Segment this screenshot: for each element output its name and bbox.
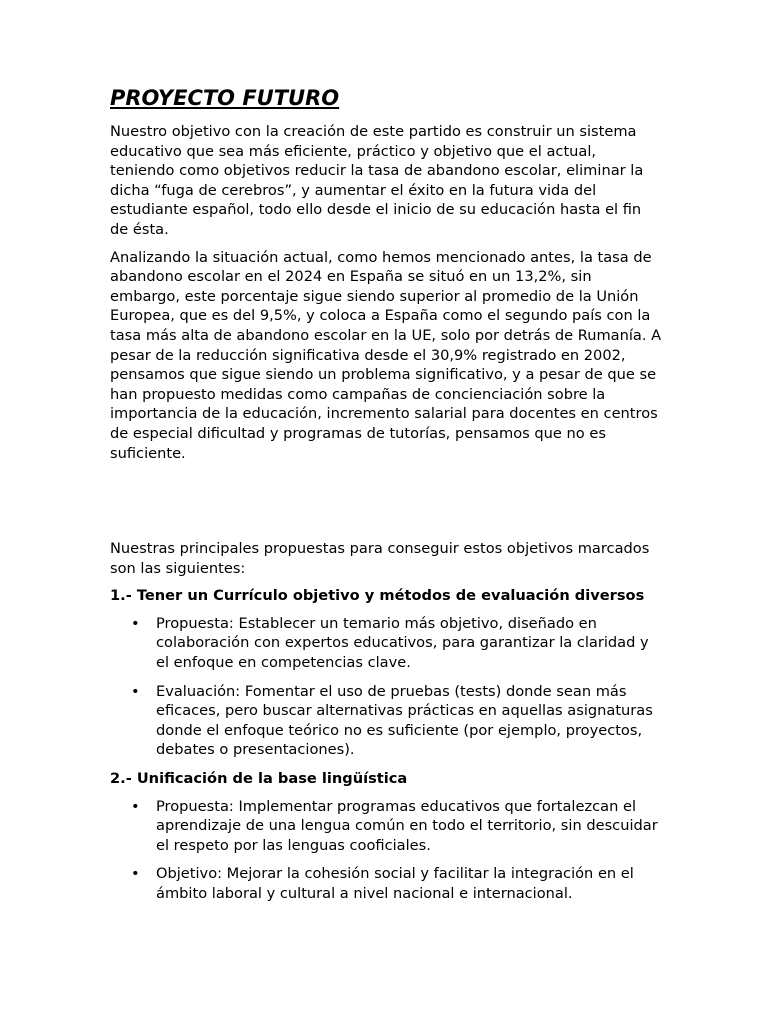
bullet-icon: •	[131, 797, 140, 815]
paragraph-proposals-intro: Nuestras principales propuestas para conseguir estos objetivos marcados son las siguientes:	[110, 540, 650, 577]
list-item	[110, 682, 662, 760]
list-item-text: Propuesta: Implementar programas educativos que fortalezcan el aprendizaje de una lengua común en todo el territorio, sin descuidar el respeto por las lenguas cooficiales.	[156, 797, 658, 854]
section-heading-language: 2.- Unificación de la base lingüística	[110, 770, 408, 788]
list-item	[110, 614, 662, 673]
paragraph-current-situation: Analizando la situación actual, como hemos mencionado antes, la tasa de abandono escolar en el 2024 en España se situó en un 13,2%, sin embargo, este porcentaje sigue siendo superior al promedio de la Unión Europea, que es del 9,5%, y coloca a España como el segundo país con la tasa más alta de abandono escolar en la UE, solo por detrás de Rumanía. A pesar de la reducción significativa desde el 30,9% registrado en 2002, pensamos que sigue siendo un problema significativo, y a pesar de que se han propuesto medidas como campañas de concienciación sobre la importancia de la educación, incremento salarial para docentes en centros de especial dificultad y programas de tutorías, pensamos que no es suficiente.	[110, 248, 662, 462]
bullet-list-curriculum	[110, 614, 662, 760]
bullet-icon: •	[131, 865, 140, 883]
document-page	[110, 84, 662, 913]
paragraph-objective: Nuestro objetivo con la creación de este partido es construir un sistema educativo que sea más eficiente, práctico y objetivo que el actual, teniendo como objetivos reducir la tasa de abandono escolar, eliminar la dicha “fuga de cerebros”, y aumentar el éxito en la futura vida del estudiante español, todo ello desde el inicio de su educación hasta el fin de ésta.	[110, 123, 644, 238]
list-item	[110, 864, 662, 903]
document-title: PROYECTO FUTURO	[110, 86, 340, 110]
bullet-icon: •	[131, 614, 140, 632]
spacer	[110, 471, 662, 539]
list-item-text: Objetivo: Mejorar la cohesión social y facilitar la integración en el ámbito laboral y cultural a nivel nacional e internacional.	[156, 865, 634, 902]
list-item-text: Propuesta: Establecer un temario más objetivo, diseñado en colaboración con expertos educativos, para garantizar la claridad y el enfoque en competencias clave.	[156, 614, 649, 672]
section-heading-curriculum: 1.- Tener un Currículo objetivo y métodos de evaluación diversos	[110, 587, 645, 605]
list-item-text: Evaluación: Fomentar el uso de pruebas (tests) donde sean más eficaces, pero buscar alternativas prácticas en aquellas asignaturas donde el enfoque teórico no es suficiente (por ejemplo, proyectos, debates o presentaciones).	[156, 682, 653, 759]
bullet-icon: •	[131, 682, 140, 700]
list-item	[110, 797, 662, 856]
bullet-list-language	[110, 797, 662, 904]
